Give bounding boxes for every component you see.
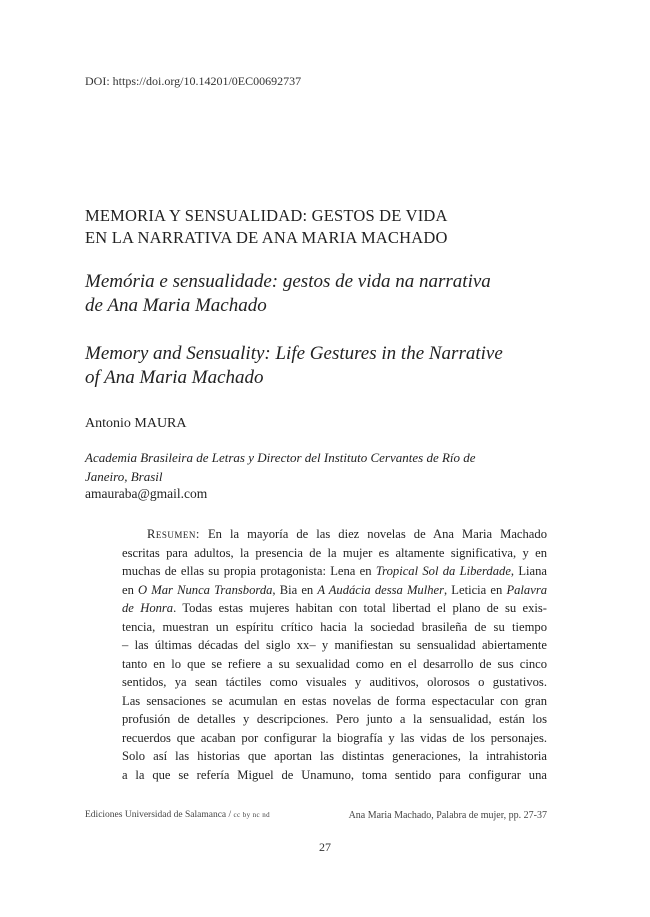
novel-title: Palavra bbox=[506, 582, 548, 597]
abstract-line: – las últimas décadas del siglo xx– y manifiestan su sensualidad abiertamente bbox=[122, 638, 547, 652]
abstract-line: a la que se refería Miguel de Unamuno, toma sentido para configurar una bbox=[122, 767, 547, 782]
portuguese-title-line-2: de Ana Maria Machado bbox=[85, 295, 267, 316]
english-title bbox=[85, 342, 555, 390]
abstract-line: Resumen: En la mayoría de las diez novelas de Ana Maria Machado bbox=[147, 527, 547, 541]
spanish-title bbox=[85, 205, 565, 249]
novel-title: de Honra bbox=[122, 601, 174, 615]
abstract-line: en O Mar Nunca Transborda, Bia en A Audácia dessa Mulher, Leticia en Palavra bbox=[122, 582, 548, 597]
abstract-line: Solo así las historias que aportan las distintas generaciones, la intrahistoria bbox=[122, 749, 547, 763]
portuguese-title bbox=[85, 270, 555, 318]
abstract-line: tanto en lo que se refiere a su sexualidad como en el desarrollo de sus cinco bbox=[122, 656, 547, 671]
abstract-label: Resumen: bbox=[147, 527, 200, 541]
abstract-line: muchas de ellas su propia protagonista: Lena en Tropical Sol da Liberdade, Liana bbox=[122, 564, 548, 578]
footer-citation: Ana Maria Machado, Palabra de mujer, pp. 27-37 bbox=[348, 810, 547, 821]
abstract-line: de Honra. Todas estas mujeres habitan con total libertad el plano de su exis- bbox=[122, 601, 547, 615]
english-title-line-1: Memory and Sensuality: Life Gestures in the Narrative bbox=[85, 343, 503, 364]
doi-line: DOI: https://doi.org/10.14201/0EC00692737 bbox=[85, 74, 302, 88]
publisher-name: Ediciones Universidad de Salamanca / bbox=[85, 810, 232, 820]
author-email: amauraba@gmail.com bbox=[85, 486, 208, 501]
author-affiliation bbox=[85, 448, 555, 486]
page-number: 27 bbox=[319, 840, 331, 854]
abstract-line: profusión de detalles y descripciones. Pero junto a la sensualidad, están los bbox=[122, 712, 547, 726]
abstract-line: escritas para adultos, la presencia de la mujer es altamente significativa, y en bbox=[122, 545, 547, 560]
abstract-line: tencia, muestran un espíritu crítico hacia la sociedad brasileña de su tiempo bbox=[122, 619, 547, 634]
author-name: Antonio MAURA bbox=[85, 416, 187, 431]
novel-title: Tropical Sol da Liberdade bbox=[375, 564, 511, 578]
abstract-line: sentidos, ya sean táctiles como visuales y auditivos, olorosos o gustativos. bbox=[122, 675, 547, 689]
abstract-line: Las sensaciones se acumulan en estas novelas de forma espectacular con gran bbox=[122, 693, 547, 708]
portuguese-title-line-1: Memória e sensualidade: gestos de vida na narrativa bbox=[85, 271, 491, 292]
affiliation-line-1: Academia Brasileira de Letras y Director del Instituto Cervantes de Río de bbox=[85, 450, 476, 465]
abstract bbox=[122, 525, 547, 784]
novel-title: O Mar Nunca Transborda bbox=[138, 582, 273, 597]
spanish-title-line-1: MEMORIA Y SENSUALIDAD: GESTOS DE VIDA bbox=[85, 206, 448, 225]
abstract-line: recuerdos que acaban por configurar la biografía y las vidas de los personajes. bbox=[122, 730, 547, 745]
english-title-line-2: of Ana Maria Machado bbox=[85, 367, 264, 388]
footer-publisher bbox=[85, 810, 270, 820]
novel-title: A Audácia dessa Mulher bbox=[317, 582, 445, 597]
license-mark: cc by nc nd bbox=[233, 811, 271, 819]
affiliation-line-2: Janeiro, Brasil bbox=[85, 469, 163, 484]
spanish-title-line-2: EN LA NARRATIVA DE ANA MARIA MACHADO bbox=[85, 228, 448, 247]
